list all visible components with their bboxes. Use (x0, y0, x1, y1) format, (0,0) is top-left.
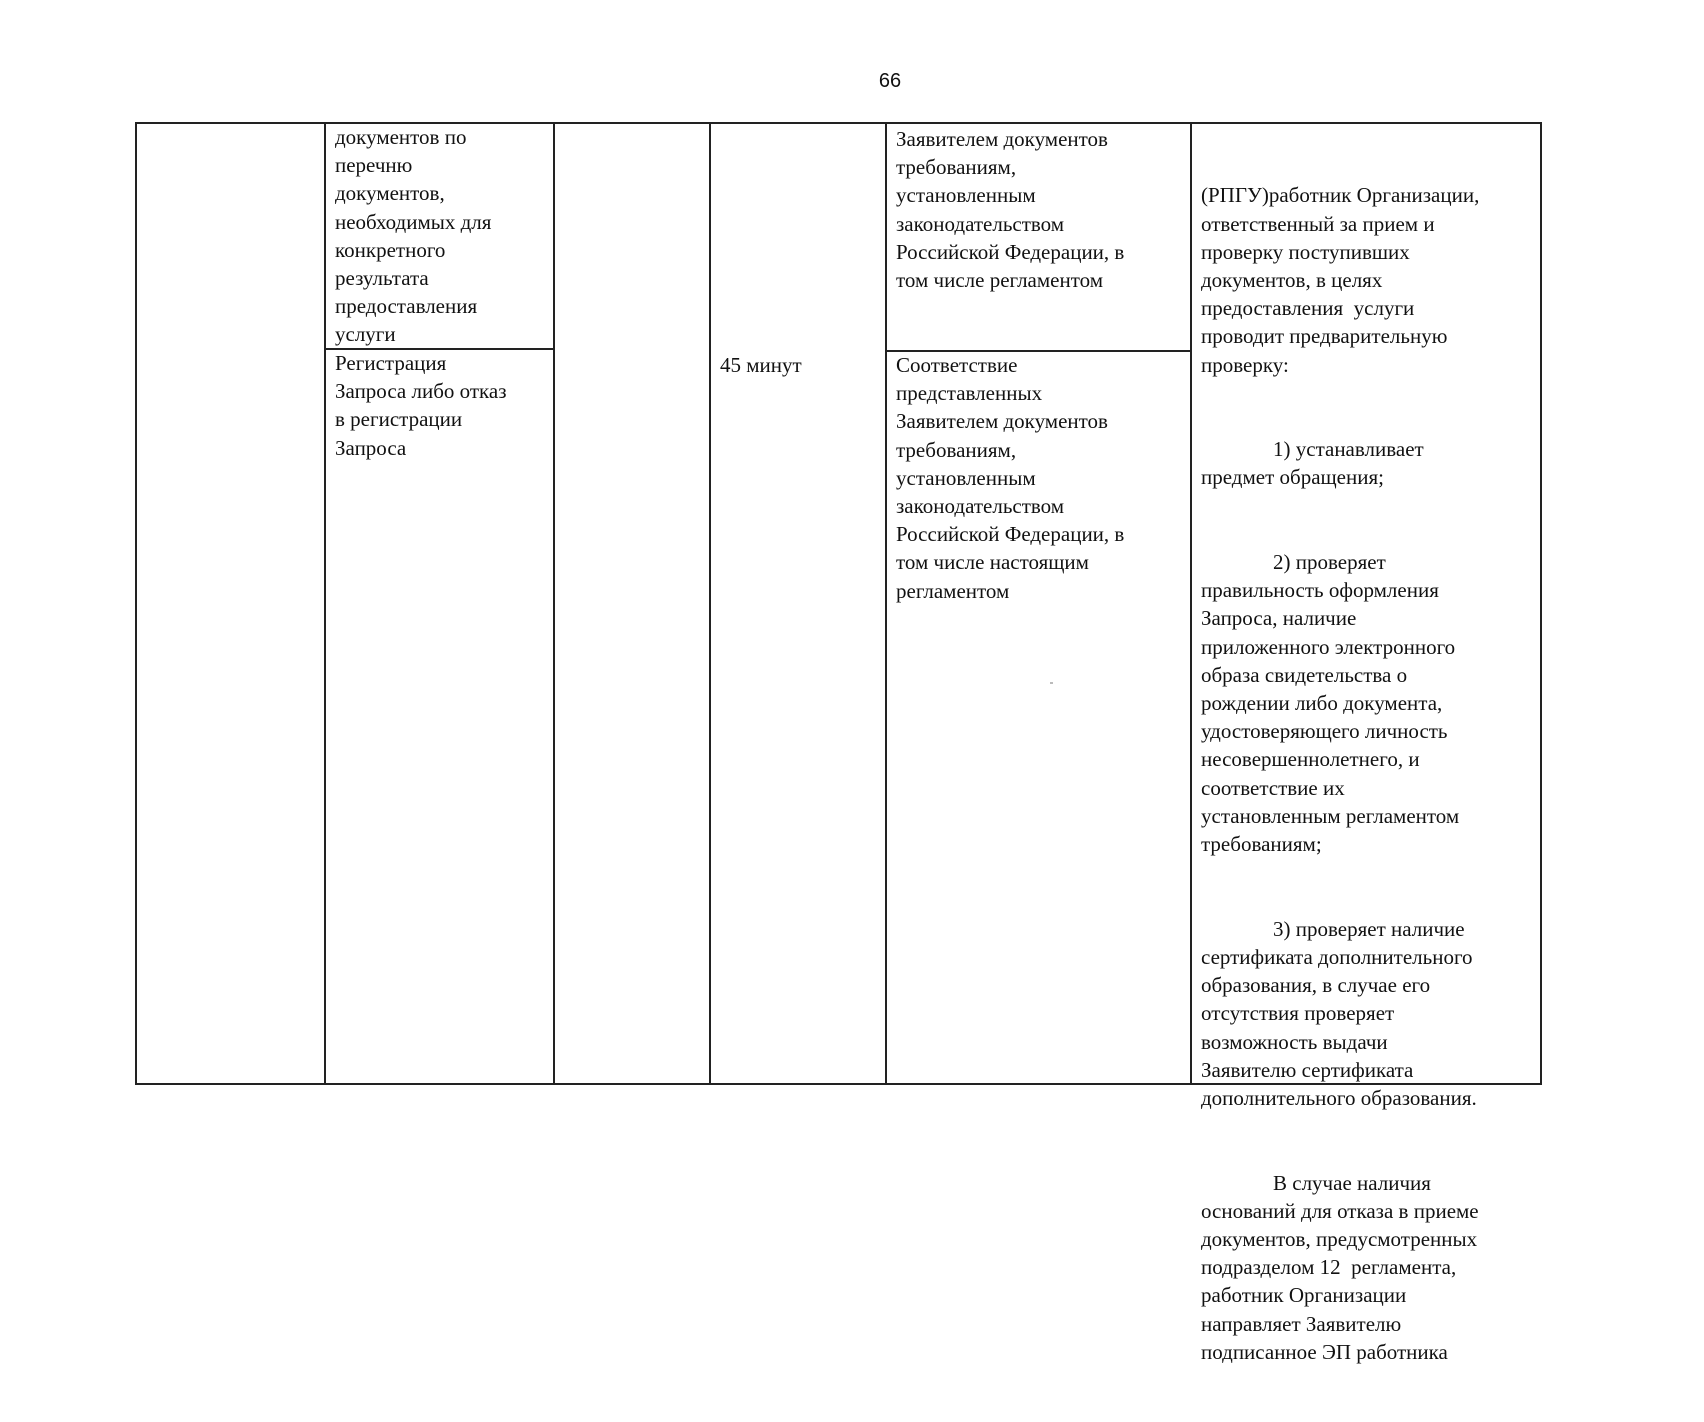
col6-intro: (РПГУ)работник Организации, ответственный за прием и проверку поступивших документов, в целях предоставления услуги проводит предварительную проверку: (1201, 183, 1480, 377)
col6-item-3: 3) проверяет наличие сертификата дополнительного образования, в случае его отсутствия проверяет возможность выдачи Заявителю сертификата дополнительного образования. (1201, 916, 1477, 1110)
row2-col2-text: Регистрация Запроса либо отказ в регистрации Запроса (335, 351, 507, 460)
page-number: 66 (878, 70, 902, 92)
column-divider-2 (553, 122, 555, 1085)
row2-col5-text: Соответствие представленных Заявителем документов требованиям, установленным законодательством Российской Федерации, в том числе настоящим регламентом (896, 353, 1125, 603)
column-divider-3 (709, 122, 711, 1085)
column-divider-1 (324, 122, 326, 1085)
col6-item-1: 1) устанавливает предмет обращения; (1201, 437, 1424, 490)
row1-col2-text: документов по перечню документов, необходимых для конкретного результата предоставления услуги (335, 125, 492, 347)
col6-procedure-text (1201, 125, 1539, 1422)
col6-refusal: В случае наличия оснований для отказа в приеме документов, предусмотренных подразделом 12 регламента, работник Организации направляет Заявителю подписанное ЭП работника (1201, 1170, 1479, 1364)
row1-col5-text: Заявителем документов требованиям, установленным законодательством Российской Федерации, в том числе регламентом (896, 127, 1125, 293)
column-divider-4 (885, 122, 887, 1085)
scan-speck (1050, 682, 1053, 684)
table-left-border (135, 122, 137, 1085)
row2-col4-text: 45 минут (720, 353, 802, 377)
column-divider-5 (1190, 122, 1192, 1085)
col6-item-2: 2) проверяет правильность оформления Запроса, наличие приложенного электронного образа свидетельства о рождении либо документа, удостоверяющего личность несовершеннолетнего, и соответствие их установленным регламентом требованиям; (1201, 550, 1460, 857)
table-right-border (1540, 122, 1542, 1085)
